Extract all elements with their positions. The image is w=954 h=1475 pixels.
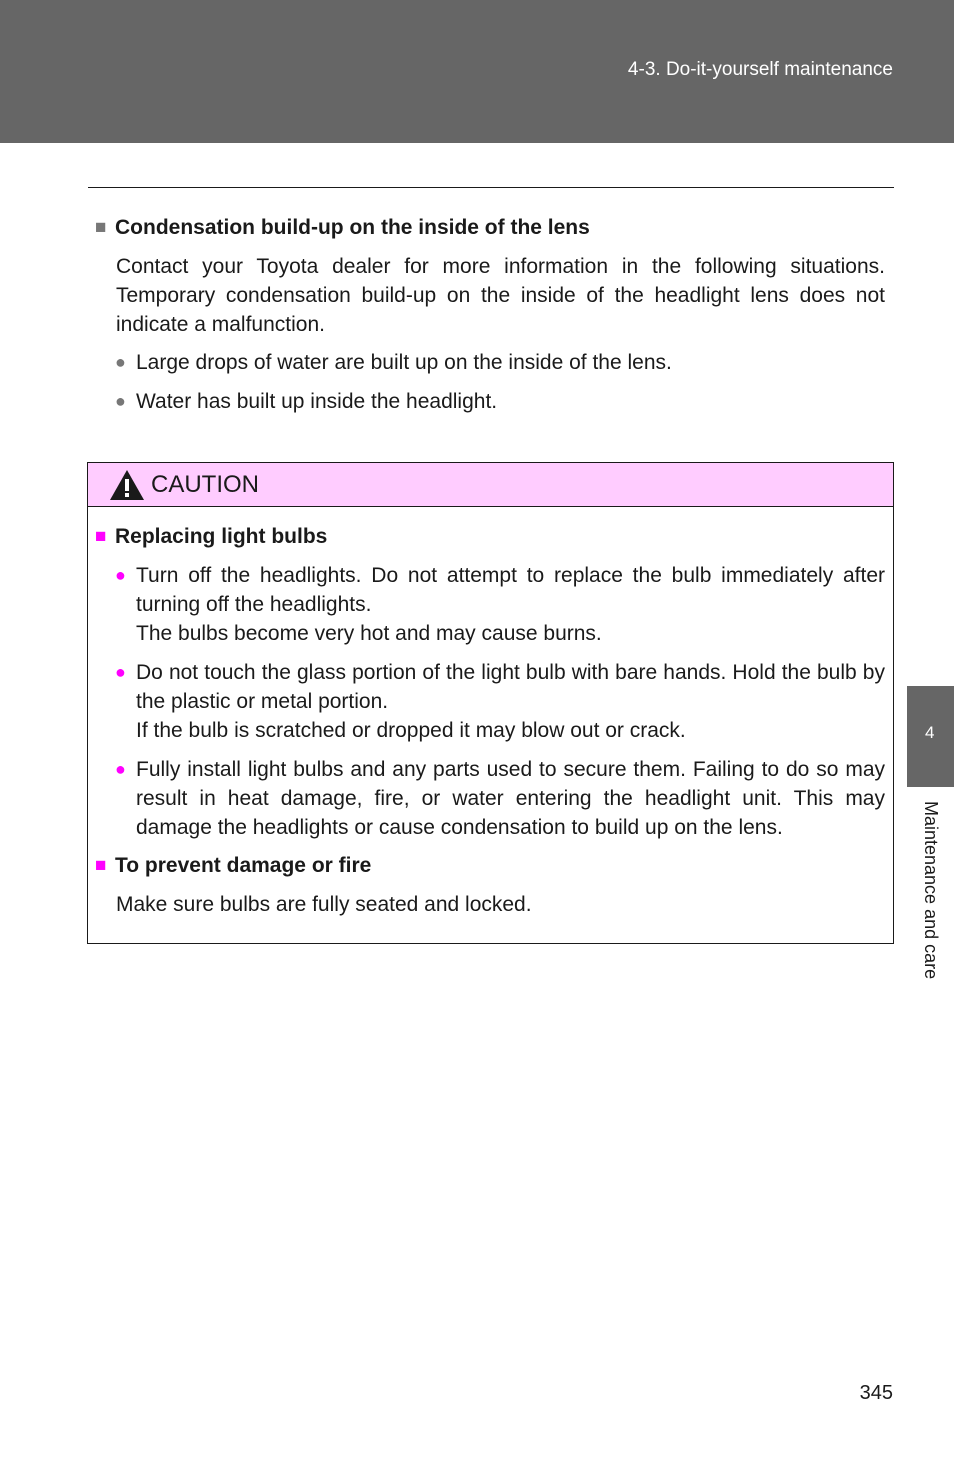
caution-paragraph: Make sure bulbs are fully seated and locked. xyxy=(116,893,532,916)
list-item: ● Fully install light bulbs and any parts used to secure them. Failing to do so may result in heat damage, fire, or water entering the headlight unit. This may damage the headlights or cause condensation to build up on the lens. xyxy=(115,755,885,842)
square-bullet-icon: ■ xyxy=(95,217,107,238)
caution-box xyxy=(87,462,894,944)
page-header xyxy=(0,0,954,143)
chapter-tab xyxy=(907,686,954,787)
chapter-title: 4-3. Do-it-yourself maintenance xyxy=(627,59,893,80)
square-bullet-icon: ■ xyxy=(95,526,107,547)
section-paragraph: Contact your Toyota dealer for more information in the following situations. Temporary condensation build-up on the inside of the headlight lens does not indicate a malfunction. xyxy=(116,255,885,336)
chapter-number: 4 xyxy=(925,723,935,742)
list-item: ● Do not touch the glass portion of the light bulb with bare hands. Hold the bulb by the plastic or metal portion. If the bulb is scratched or dropped it may blow out or crack. xyxy=(115,658,885,745)
circle-bullet-icon: ● xyxy=(115,352,126,372)
chapter-side-label: Maintenance and care xyxy=(921,801,941,980)
caution-body xyxy=(88,507,893,919)
divider xyxy=(88,187,894,188)
list-item: ● Large drops of water are built up on the inside of the lens. xyxy=(115,348,885,377)
circle-bullet-icon: ● xyxy=(115,759,126,779)
list-item: ● Water has built up inside the headlight. xyxy=(115,387,885,416)
caution-header xyxy=(88,463,893,507)
circle-bullet-icon: ● xyxy=(115,662,126,682)
warning-triangle-icon xyxy=(109,469,145,501)
caution-heading: ■ To prevent damage or fire xyxy=(95,852,885,880)
circle-bullet-icon: ● xyxy=(115,565,126,585)
circle-bullet-icon: ● xyxy=(115,391,126,411)
section-heading: ■ Condensation build-up on the inside of the lens xyxy=(95,214,885,242)
square-bullet-icon: ■ xyxy=(95,855,107,876)
list-item: ● Turn off the headlights. Do not attempt to replace the bulb immediately after turning off the headlights. The bulbs become very hot and may cause burns. xyxy=(115,561,885,648)
caution-heading: ■ Replacing light bulbs xyxy=(95,523,885,551)
condensation-section xyxy=(95,214,885,426)
page-number: 345 xyxy=(859,1382,893,1404)
caution-label: CAUTION xyxy=(151,470,259,498)
